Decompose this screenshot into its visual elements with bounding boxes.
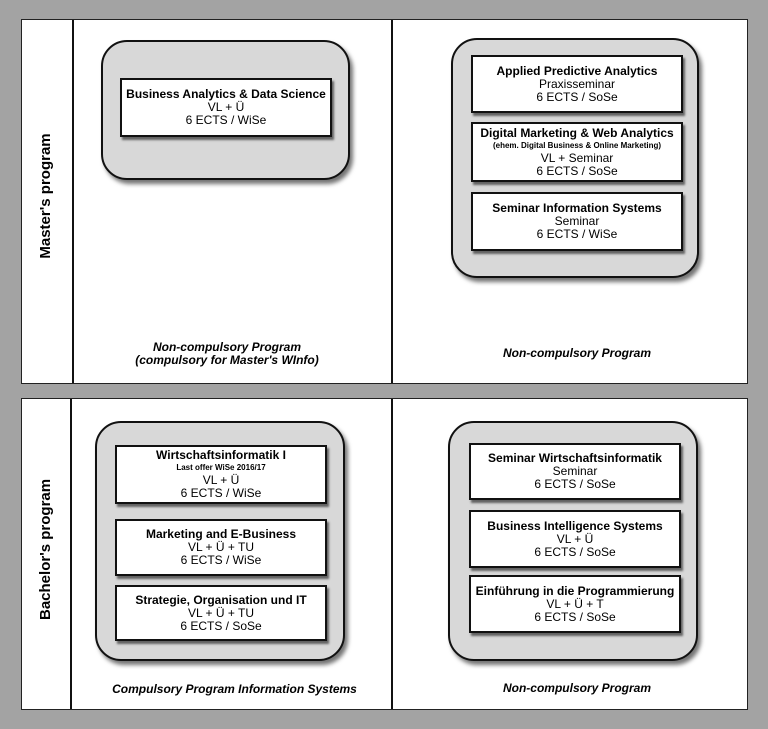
course-type: Seminar [552, 464, 598, 478]
course-note: (ehem. Digital Business & Online Marketing) [492, 140, 662, 150]
course-card [120, 78, 332, 137]
course-credits: 6 ECTS / SoSe [534, 544, 616, 559]
masters-right-caption: Non-compulsory Program [502, 346, 652, 360]
masters-program-label: Master's program [37, 133, 54, 259]
course-type: Seminar [554, 214, 600, 228]
course-card [115, 445, 327, 504]
bachelors-column-divider [391, 399, 393, 709]
caption-line-2: (compulsory for Master's WInfo) [135, 353, 319, 367]
masters-elective-group [451, 38, 699, 278]
course-title: Seminar Wirtschaftsinformatik [488, 451, 662, 465]
masters-compulsory-group [101, 40, 350, 180]
bachelors-elective-group [448, 421, 698, 661]
course-type: Praxisseminar [538, 76, 616, 91]
bachelors-panel [21, 398, 748, 710]
course-card [115, 585, 327, 641]
course-card [469, 575, 681, 633]
course-credits: 6 ECTS / WiSe [536, 227, 618, 241]
bachelors-left-caption: Compulsory Program Information Systems [112, 682, 357, 696]
course-type: VL + Ü [202, 473, 240, 487]
course-type: VL + Ü [207, 100, 245, 114]
course-card [471, 122, 683, 182]
course-title: Applied Predictive Analytics [496, 63, 658, 78]
course-title: Business Analytics & Data Science [126, 87, 326, 101]
course-title: Seminar Information Systems [492, 201, 662, 215]
course-credits: 6 ECTS / SoSe [536, 89, 618, 104]
course-title: Digital Marketing & Web Analytics [480, 125, 674, 140]
course-card [471, 192, 683, 251]
course-title: Einführung in die Programmierung [475, 583, 675, 598]
bachelors-compulsory-group [95, 421, 345, 661]
course-credits: 6 ECTS / WiSe [180, 486, 262, 500]
masters-panel [21, 19, 748, 384]
bachelors-program-label: Bachelor's program [37, 478, 54, 620]
course-card [115, 519, 327, 576]
course-credits: 6 ECTS / SoSe [536, 163, 618, 178]
course-type: VL + Ü + TU [187, 605, 255, 620]
course-credits: 6 ECTS / SoSe [180, 618, 262, 633]
course-credits: 6 ECTS / SoSe [534, 477, 616, 491]
bachelors-right-caption: Non-compulsory Program [502, 681, 652, 695]
course-type: VL + Seminar [540, 150, 614, 165]
course-title: Business Intelligence Systems [487, 518, 663, 533]
bachelors-label-divider [70, 399, 72, 709]
course-credits: 6 ECTS / WiSe [185, 113, 267, 127]
course-credits: 6 ECTS / SoSe [534, 609, 616, 624]
course-card [471, 55, 683, 113]
masters-left-caption [82, 341, 372, 367]
masters-label-divider [72, 20, 74, 383]
course-note: Last offer WiSe 2016/17 [176, 463, 266, 472]
course-card [469, 443, 681, 500]
course-type: VL + Ü + TU [187, 540, 255, 554]
caption-line-1: Non-compulsory Program [152, 340, 302, 354]
course-type: VL + Ü [556, 531, 594, 546]
masters-column-divider [391, 20, 393, 383]
course-title: Strategie, Organisation und IT [135, 592, 307, 607]
course-title: Wirtschaftsinformatik I [156, 448, 286, 462]
course-title: Marketing and E-Business [145, 527, 297, 541]
course-type: VL + Ü + T [546, 596, 604, 611]
course-credits: 6 ECTS / WiSe [180, 553, 262, 567]
course-card [469, 510, 681, 568]
